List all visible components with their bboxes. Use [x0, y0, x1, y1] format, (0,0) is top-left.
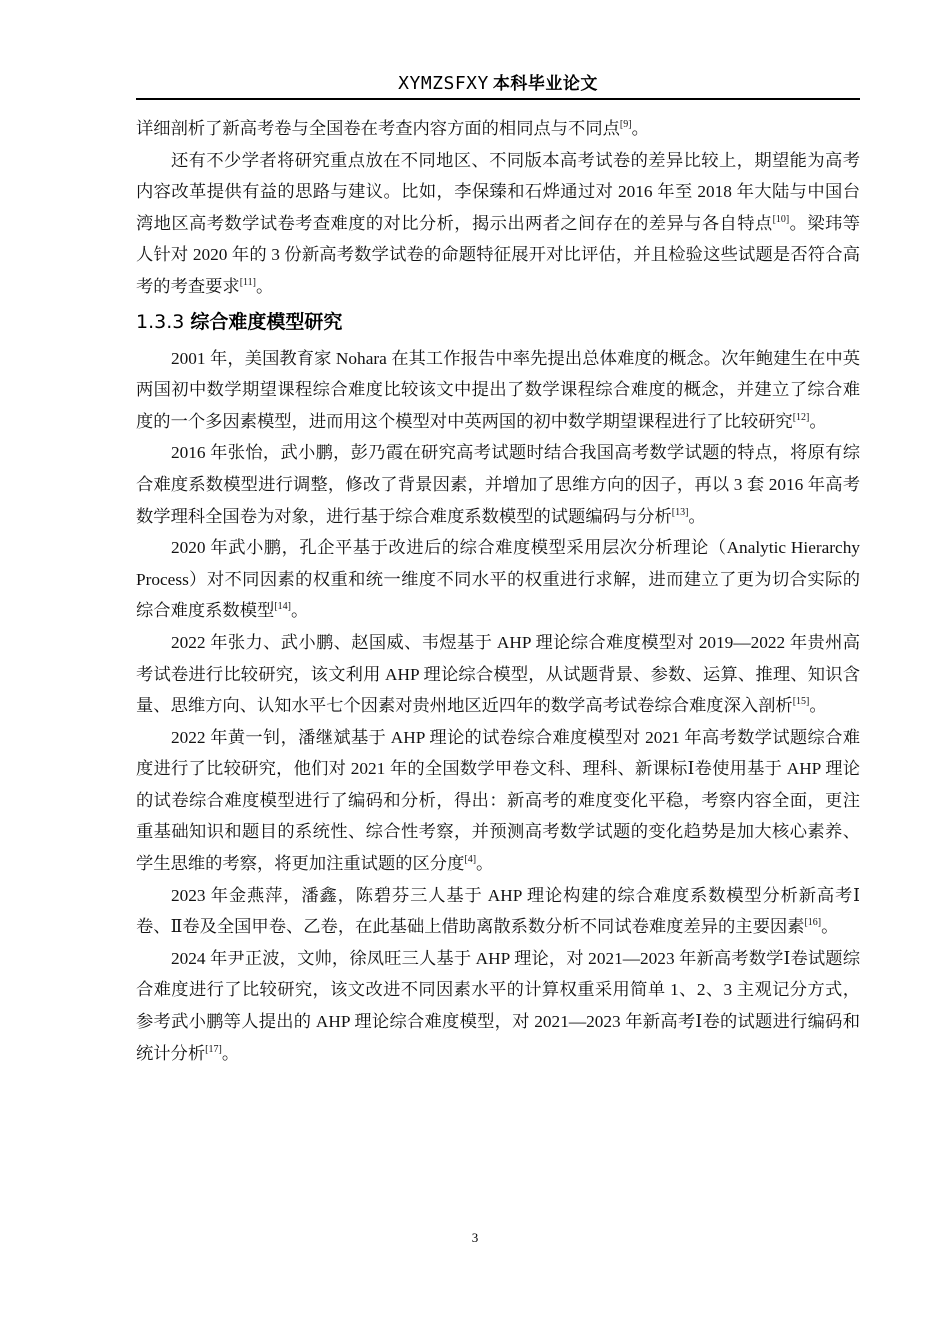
citation: [16] — [804, 917, 822, 929]
citation: [12] — [792, 411, 810, 423]
citation: [14] — [274, 601, 291, 613]
paragraph-text: 2023 年金燕萍，潘鑫，陈碧芬三人基于 AHP 理论构建的综合难度系数模型分析新高考Ⅰ卷、Ⅱ卷及全国甲卷、乙卷，在此基础上借助离散系数分析不同试卷难度差异的主要因素 — [136, 885, 860, 937]
page-number: 3 — [471, 1230, 479, 1245]
paragraph-tail: 。 — [821, 917, 839, 937]
paragraph-text: 2024 年尹正波，文帅，徐凤旺三人基于 AHP 理论，对 2021—2023 年新高考数学Ⅰ卷试题综合难度进行了比较研究，该文改进不同因素水平的计算权重采用简单 1、2、3 主观记分方式，参考武小鹏等人提出的 AHP 理论综合难度模型，对 2021—2023 年新高考Ⅰ卷的试题进行编码和统计分析 — [136, 948, 860, 1063]
paragraph-tail: 。 — [688, 506, 706, 526]
section-number: 1.3.3 — [136, 310, 185, 333]
paragraph — [136, 880, 860, 943]
paragraph-tail: 。 — [809, 411, 827, 431]
paragraph-tail: 。 — [256, 276, 274, 296]
citation: [13] — [671, 506, 689, 518]
citation: [11] — [239, 276, 256, 288]
header-code: XYMZSFXY — [398, 73, 489, 94]
citation: [10] — [772, 213, 790, 225]
paragraph-tail: 。 — [290, 601, 309, 621]
paragraph — [136, 343, 860, 438]
section-title: 综合难度模型研究 — [190, 310, 343, 333]
paragraph-text: 2022 年张力、武小鹏、赵国威、韦煜基于 AHP 理论综合难度模型对 2019—2022 年贵州高考试卷进行比较研究，该文利用 AHP 理论综合模型，从试题背景、参数、运算、推理、知识含量、思维方向、认知水平七个因素对贵州地区近四年的数学高考试卷综合难度深入剖析 — [136, 632, 860, 716]
paragraph-text: 2022 年黄一钊，潘继斌基于 AHP 理论的试卷综合难度模型对 2021 年高考数学试题综合难度进行了比较研究，他们对 2021 年的全国数学甲卷文科、理科、新课标Ⅰ卷使用基于 AHP 理论的试卷综合难度模型进行了编码和分析，得出：新高考的难度变化平稳，考察内容全面，更注重基础知识和题目的系统性、综合性考察，并预测高考数学试题的变化趋势是加大核心素养、学生思维的考察，将更加注重试题的区分度 — [136, 727, 860, 874]
paragraph — [136, 627, 860, 722]
citation: [4] — [464, 854, 477, 866]
page-header — [136, 70, 860, 100]
paragraph-text: 2020 年武小鹏，孔企平基于改进后的综合难度模型采用层次分析理论（Analytic Hierarchy Process）对不同因素的权重和统一维度不同水平的权重进行求解，进而建立了更为切合实际的综合难度系数模型 — [136, 538, 860, 621]
section-heading — [136, 306, 860, 338]
paragraph-text: 2001 年，美国教育家 Nohara 在其工作报告中率先提出总体难度的概念。次年鲍建生在中英两国初中数学期望课程综合难度比较该文中提出了数学课程综合难度的概念，并建立了综合难度的一个多因素模型，进而用这个模型对中英两国的初中数学期望课程进行了比较研究 — [136, 348, 860, 431]
paragraph — [136, 437, 860, 532]
body-content — [136, 113, 860, 1069]
paragraph — [136, 943, 860, 1069]
header-title: 本科毕业论文 — [492, 74, 598, 94]
paragraph — [136, 145, 860, 303]
paragraph-tail: 。 — [631, 119, 649, 138]
paragraph-tail: 。 — [476, 854, 494, 874]
citation: [9] — [619, 119, 632, 130]
paragraph — [136, 113, 860, 145]
paragraph — [136, 532, 860, 627]
paragraph — [136, 722, 860, 880]
paragraph-text: 2016 年张怡，武小鹏，彭乃霞在研究高考试题时结合我国高考数学试题的特点，将原有综合难度系数模型进行调整，修改了背景因素，并增加了思维方向的因子，再以 3 套 2016 年高考数学理科全国卷为对象，进行基于综合难度系数模型的试题编码与分析 — [136, 443, 860, 526]
paragraph-tail: 。 — [221, 1043, 240, 1063]
paragraph-text: 。梁玮等人针对 2020 年的 3 份新高考数学试卷的命题特征展开对比评估，并且检验这些试题是否符合高考的考查要求 — [136, 213, 860, 296]
paragraph-text: 详细剖析了新高考卷与全国卷在考查内容方面的相同点与不同点 — [136, 119, 620, 138]
paragraph-tail: 。 — [809, 696, 827, 716]
citation: [15] — [792, 696, 810, 708]
page-footer — [0, 1230, 950, 1246]
citation: [17] — [205, 1043, 222, 1055]
paragraph-text: 还有不少学者将研究重点放在不同地区、不同版本高考试卷的差异比较上，期望能为高考内容改革提供有益的思路与建议。比如，李保臻和石烨通过对 2016 年至 2018 年大陆与中国台湾地区高考数学试卷考查难度的对比分析，揭示出两者之间存在的差异与各自特点 — [136, 150, 860, 233]
